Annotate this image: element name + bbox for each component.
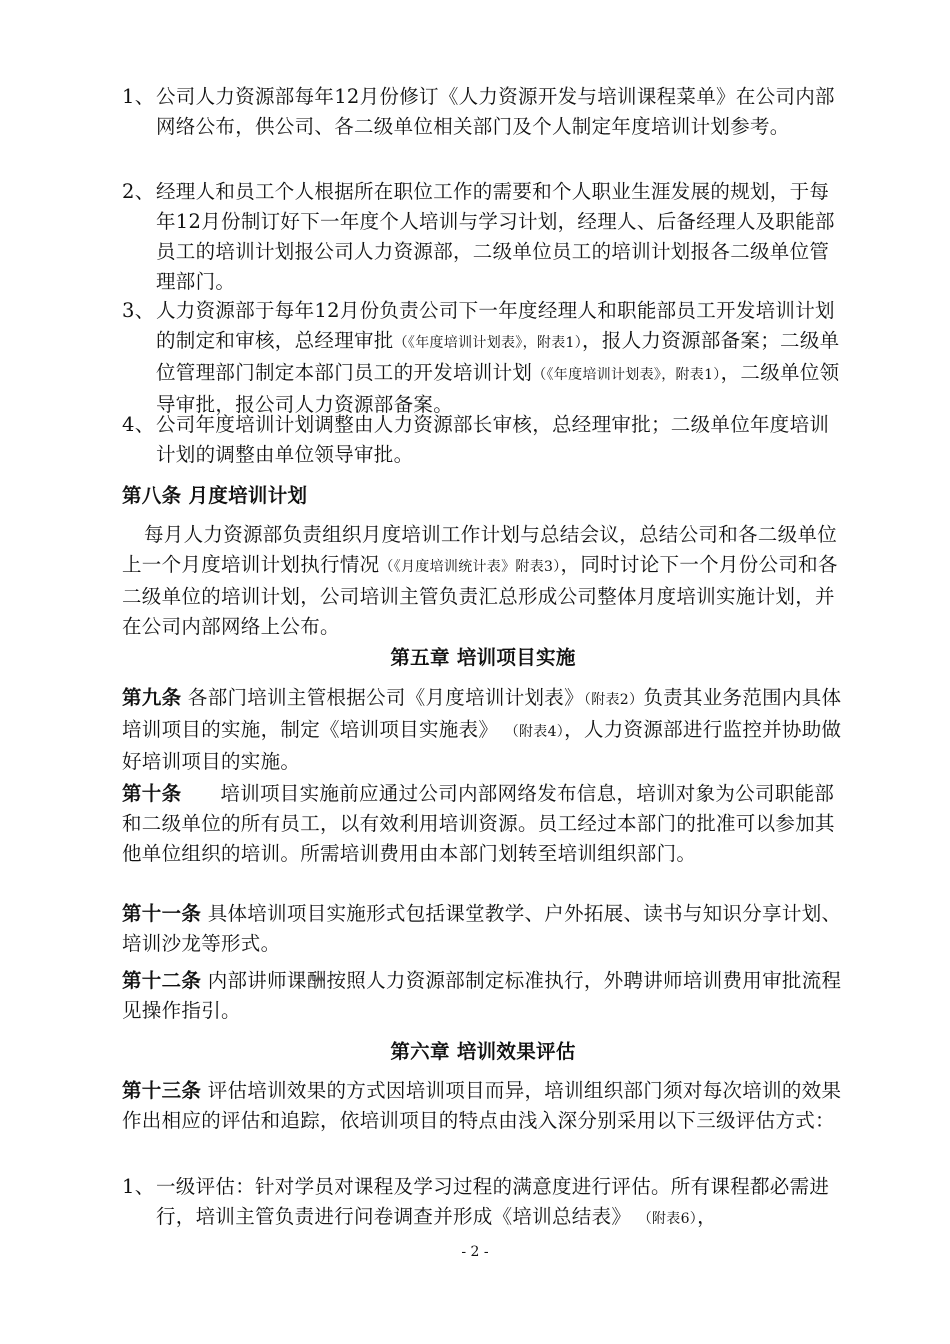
chapter-6-heading: 第六章 培训效果评估	[390, 1040, 576, 1063]
list-item-number: 4、	[122, 413, 155, 436]
article-8-text: ，同时讨论下一个月份公司和各二级单位的培训计划，公司培训主管负责汇总形成公司整体月度培训实施计划，并在公司内部网络上公布。	[122, 553, 838, 638]
article-text: 培训项目实施前应通过公司内部网络发布信息，培训对象为公司职能部和二级单位的所有员工，以有效利用培训资源。员工经过本部门的批准可以参加其他单位组织的培训。所需培训费用由本部门划转至培训组织部门。	[122, 782, 835, 865]
list-item-number: 2、	[122, 180, 155, 203]
article-text: 各部门培训主管根据公司《月度培训计划表》	[181, 686, 584, 709]
evaluation-level-1	[122, 1172, 844, 1234]
article-label: 第十三条	[122, 1079, 202, 1102]
annex-reference: （附表2）	[583, 692, 644, 708]
article-9	[122, 683, 844, 777]
article-label: 第十条	[122, 782, 182, 805]
article-text: ，人力资源部进行监控并协助做好培训项目的实施。	[122, 718, 842, 773]
article-10	[122, 779, 844, 869]
annex-reference: （《年度培训计划表》，附表1）	[532, 367, 721, 383]
list-item-text: 人力资源部于每年12月份负责公司下一年度经理人和职能部员工开发培训计划的制定和审核，总经理审批	[156, 299, 835, 352]
list-item-text: ，报人力资源部备案；二级单位管理部门制定本部门员工的开发培训计划	[156, 329, 840, 384]
list-item-text: 一级评估：针对学员对课程及学习过程的满意度进行评估。所有课程都必需进行，培训主管负责进行问卷调查并形成《培训总结表》	[156, 1175, 830, 1228]
article-text: 内部讲师课酬按照人力资源部制定标准执行，外聘讲师培训费用审批流程见操作指引。	[122, 969, 842, 1022]
article-11	[122, 899, 844, 959]
article-label: 第九条	[122, 686, 182, 709]
article-text: 负责其业务范围内具体培训项目的实施，制定《培训项目实施表》	[122, 686, 842, 741]
list-item-4	[122, 410, 844, 470]
article-12	[122, 966, 844, 1026]
list-item-number: 3、	[122, 299, 155, 322]
list-item-text: ，	[697, 1205, 717, 1228]
list-item-2	[122, 177, 844, 297]
article-text: 评估培训效果的方式因培训项目而异，培训组织部门须对每次培训的效果作出相应的评估和追踪，依培训项目的特点由浅入深分别采用以下三级评估方式：	[122, 1079, 842, 1132]
article-label: 第十一条	[122, 902, 202, 925]
article-8-body	[122, 520, 844, 642]
list-item-text: ，二级单位领导审批，报公司人力资源部备案。	[156, 361, 840, 416]
list-item-text: 公司年度培训计划调整由人力资源部长审核，总经理审批；二级单位年度培训计划的调整由单位领导审批。	[156, 413, 830, 466]
annex-reference: （《月度培训统计表》附表3）	[379, 559, 561, 575]
annex-reference: （《年度培训计划表》，附表1）	[393, 335, 583, 351]
article-8-title: 第八条 月度培训计划	[122, 484, 308, 507]
article-13	[122, 1076, 844, 1136]
list-item-text: 经理人和员工个人根据所在职位工作的需要和个人职业生涯发展的规划，于每年12月份制订好下一年度个人培训与学习计划，经理人、后备经理人及职能部员工的培训计划报公司人力资源部，二级单位员工的培训计划报各二级单位管理部门。	[156, 180, 835, 293]
list-item-number: 1、	[122, 85, 155, 108]
article-8-text: 每月人力资源部负责组织月度培训工作计划与总结会议，总结公司和各二级单位上一个月度培训计划执行情况	[122, 523, 838, 576]
list-item-1	[122, 82, 844, 142]
annex-reference: （附表6）	[637, 1211, 698, 1227]
page-number: - 2 -	[461, 1244, 489, 1260]
list-item-3	[122, 296, 844, 420]
article-text: 具体培训项目实施形式包括课堂教学、户外拓展、读书与知识分享计划、培训沙龙等形式。	[122, 902, 842, 955]
list-item-number: 1、	[122, 1175, 155, 1198]
chapter-5-heading: 第五章 培训项目实施	[390, 646, 576, 669]
list-item-text: 公司人力资源部每年12月份修订《人力资源开发与培训课程菜单》在公司内部网络公布，供公司、各二级单位相关部门及个人制定年度培训计划参考。	[156, 85, 835, 138]
annex-reference: （附表4）	[504, 724, 565, 740]
article-label: 第十二条	[122, 969, 202, 992]
